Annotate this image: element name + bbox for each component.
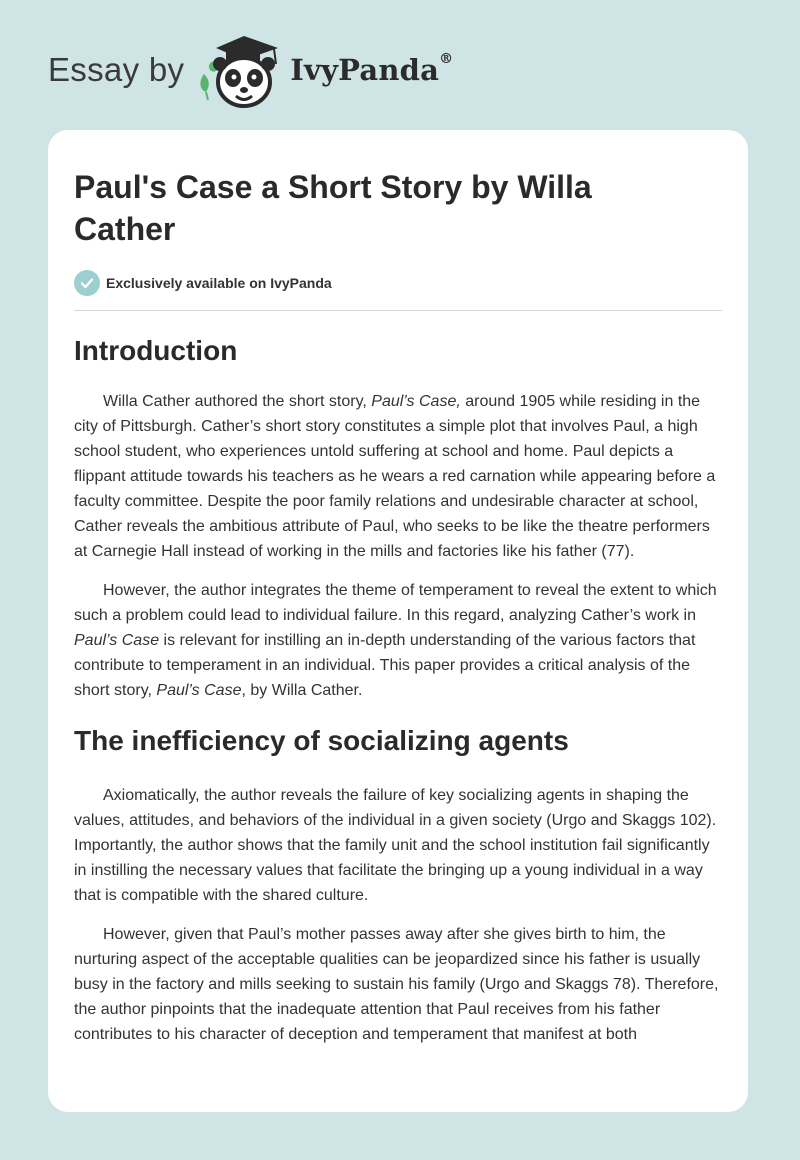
- brand-name: IvyPanda®: [290, 51, 454, 87]
- paragraph: Axiomatically, the author reveals the failure of key socializing agents in shaping the values, attitudes, and behaviors of the individual in a given society (Urgo and Skaggs 102). Importantly, the author shows that the family unit and the school institution fail significantly in instilling the necessary values that facilitate the bringing up a young individual in a way that is compatible with the shared culture.: [74, 787, 717, 904]
- check-icon: [74, 270, 100, 296]
- section-introduction: [74, 335, 722, 703]
- brand-prefix: Essay by: [48, 51, 185, 88]
- panda-logo-icon: [196, 30, 288, 110]
- brand-header: [48, 30, 453, 110]
- exclusive-text: Exclusively available on IvyPanda: [106, 275, 332, 291]
- paragraph: However, given that Paul’s mother passes away after she gives birth to him, the nurturing aspect of the acceptable qualities can be jeopardized since his father is usually busy in the factory and mills seeking to sustain his family (Urgo and Skaggs 78). Therefore, the author pinpoints that the inadequate attention that Paul receives from his father contributes to his character of deception and temperament that manifest at both: [74, 926, 719, 1043]
- page-title: Paul's Case a Short Story by Willa Cather: [74, 169, 592, 247]
- section-socializing-agents: [74, 725, 722, 1047]
- paragraph: Willa Cather authored the short story, Paul’s Case, around 1905 while residing in the city of Pittsburgh. Cather’s short story constitutes a simple plot that involves Paul, a high school student, who experiences untold suffering at school and home. Paul depicts a flippant attitude towards his teachers as he wears a red carnation while appearing before a faculty committee. Despite the poor family relations and undesirable character at school, Cather reveals the ambitious attribute of Paul, who seeks to be like the theatre performers at Carnegie Hall instead of working in the mills and factories like his father (77).: [74, 393, 716, 560]
- section-heading: Introduction: [74, 335, 238, 366]
- divider: [74, 310, 722, 311]
- exclusive-badge: [74, 270, 722, 296]
- paragraph: However, the author integrates the theme of temperament to reveal the extent to which such a problem could lead to individual failure. In this regard, analyzing Cather’s work in Paul’s Case is relevant for instilling an in-depth understanding of the various factors that contribute to temperament in an individual. This paper provides a critical analysis of the short story, Paul’s Case, by Willa Cather.: [74, 582, 717, 699]
- registered-mark: ®: [439, 51, 454, 67]
- essay-card: [48, 130, 748, 1112]
- section-heading: The inefficiency of socializing agents: [74, 725, 569, 756]
